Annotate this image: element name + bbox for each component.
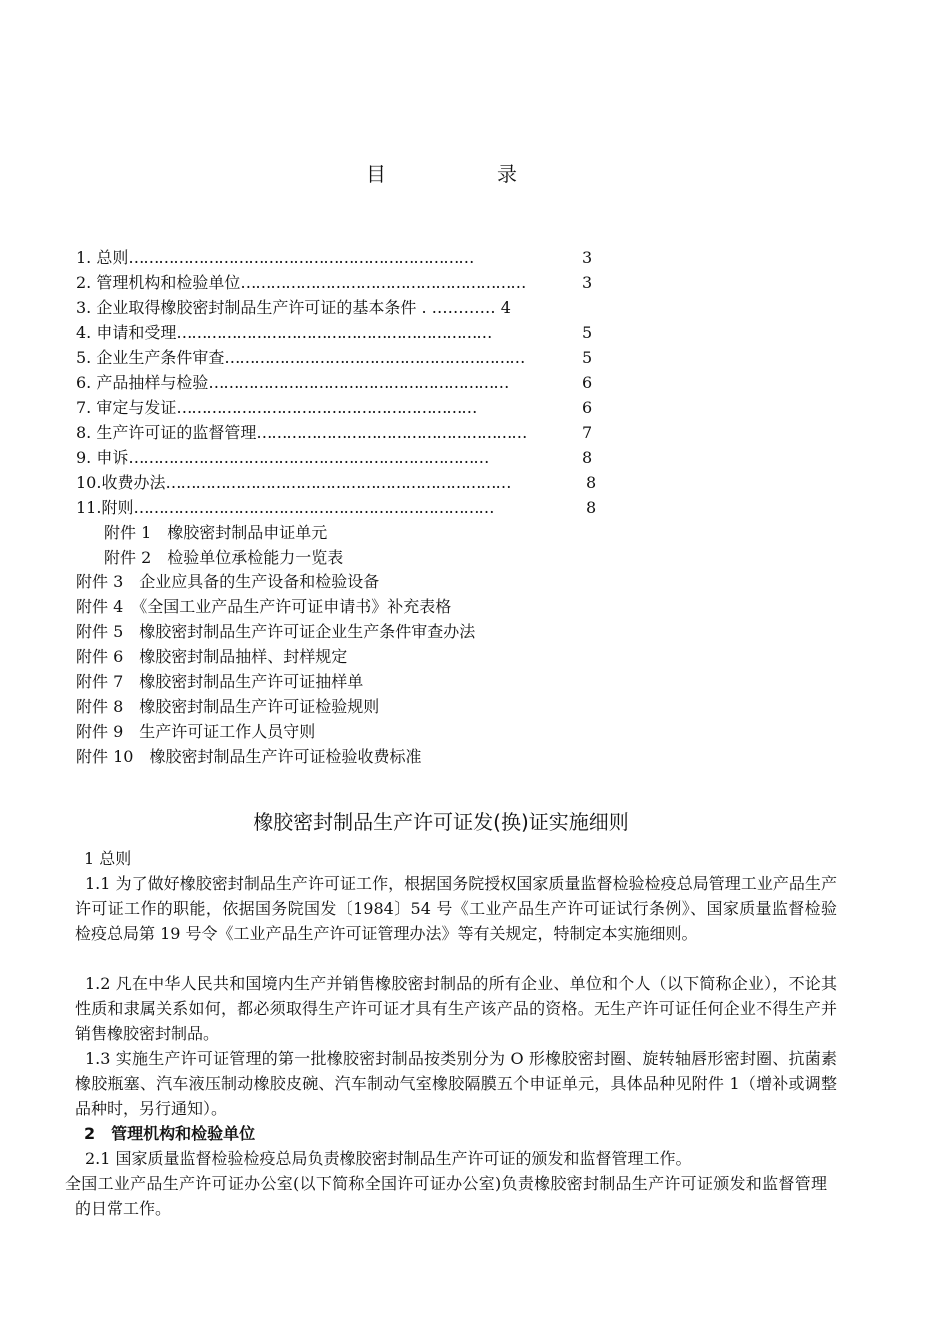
attachment-item[interactable]: 附件 2 检验单位承检能力一览表 (104, 548, 344, 567)
section-heading-2: 2 管理机构和检验单位 (84, 1124, 256, 1143)
toc-entry[interactable]: 6. 产品抽样与检验…………………………………………………… (76, 373, 509, 392)
attachment-item[interactable]: 附件 10 橡胶密封制品生产许可证检验收费标准 (76, 747, 422, 766)
toc-entry-page: 8 (586, 498, 597, 517)
paragraph-2-2: 全国工业产品生产许可证办公室(以下简称全国许可证办公室)负责橡胶密封制品生产许可证颁发和监督管理的日常工作。 (65, 1174, 827, 1218)
toc-entry[interactable]: 11.附则……………………………………………………………… (76, 498, 494, 517)
toc-entry[interactable]: 9. 申诉……………………………………………………………… (76, 448, 489, 467)
toc-entry-label: 7. 审定与发证 (76, 398, 177, 417)
toc-entry-label: 2. 管理机构和检验单位 (76, 273, 241, 292)
toc-entry[interactable]: 7. 审定与发证…………………………………………………… (76, 398, 477, 417)
toc-entry-page: 3 (582, 273, 593, 292)
section-heading-1: 1 总则 (84, 849, 132, 868)
toc-entry-page: 8 (586, 473, 597, 492)
toc-entry-page: 5 (582, 348, 593, 367)
toc-entry-label: 11.附则 (76, 498, 134, 517)
toc-entry-label: 3. 企业取得橡胶密封制品生产许可证的基本条件 . ………… 4 (76, 298, 511, 317)
toc-entry-page: 8 (582, 448, 593, 467)
attachment-item[interactable]: 附件 1 橡胶密封制品申证单元 (104, 523, 328, 542)
toc-entry-label: 9. 申诉 (76, 448, 129, 467)
toc-entry-page: 6 (582, 373, 593, 392)
toc-entry-page: 5 (582, 323, 593, 342)
attachment-item[interactable]: 附件 8 橡胶密封制品生产许可证检验规则 (76, 697, 380, 716)
toc-entry-page: 6 (582, 398, 593, 417)
document-title: 橡胶密封制品生产许可证发(换)证实施细则 (253, 810, 629, 834)
toc-entry[interactable]: 8. 生产许可证的监督管理……………………………………………… (76, 423, 527, 442)
toc-entry[interactable]: 10.收费办法…………………………………………………………… (76, 473, 511, 492)
paragraph-1-2: 1.2 凡在中华人民共和国境内生产并销售橡胶密封制品的所有企业、单位和个人（以下简称企业），不论其性质和隶属关系如何，都必须取得生产许可证才具有生产该产品的资格。无生产许可证任何企业不得生产并销售橡胶密封制品。 (75, 974, 837, 1043)
toc-entry[interactable] (76, 296, 511, 320)
toc-entry[interactable]: 2. 管理机构和检验单位………………………………………………… (76, 273, 526, 292)
toc-entry-page: 3 (582, 248, 593, 267)
attachment-item[interactable]: 附件 6 橡胶密封制品抽样、封样规定 (76, 647, 348, 666)
toc-title-left: 目 (366, 162, 386, 186)
toc-entry-page: 7 (582, 423, 593, 442)
paragraph-2-1: 2.1 国家质量监督检验检疫总局负责橡胶密封制品生产许可证的颁发和监督管理工作。 (85, 1149, 692, 1168)
toc-entry[interactable]: 4. 申请和受理……………………………………………………… (76, 323, 492, 342)
toc-entry[interactable]: 5. 企业生产条件审查…………………………………………………… (76, 348, 525, 367)
toc-entry-label: 6. 产品抽样与检验 (76, 373, 209, 392)
toc-entry-label: 10.收费办法 (76, 473, 166, 492)
attachment-item[interactable]: 附件 7 橡胶密封制品生产许可证抽样单 (76, 672, 364, 691)
toc-entry-label: 1. 总则 (76, 248, 129, 267)
toc-entry-label: 5. 企业生产条件审查 (76, 348, 225, 367)
toc-entry[interactable]: 1. 总则…………………………………………………………… (76, 248, 474, 267)
attachment-item[interactable]: 附件 5 橡胶密封制品生产许可证企业生产条件审查办法 (76, 622, 476, 641)
toc-entry-label: 8. 生产许可证的监督管理 (76, 423, 257, 442)
attachment-item[interactable]: 附件 4 《全国工业产品生产许可证申请书》补充表格 (76, 597, 452, 616)
toc-title-right: 录 (497, 162, 517, 186)
attachment-item[interactable]: 附件 3 企业应具备的生产设备和检验设备 (76, 572, 380, 591)
toc-entry-label: 4. 申请和受理 (76, 323, 177, 342)
attachment-item[interactable]: 附件 9 生产许可证工作人员守则 (76, 722, 316, 741)
paragraph-1-3: 1.3 实施生产许可证管理的第一批橡胶密封制品按类别分为 O 形橡胶密封圈、旋转轴唇形密封圈、抗菌素橡胶瓶塞、汽车液压制动橡胶皮碗、汽车制动气室橡胶隔膜五个申证单元，具体品种见附件 1（增补或调整品种时，另行通知）。 (75, 1049, 837, 1118)
paragraph-1-1: 1.1 为了做好橡胶密封制品生产许可证工作，根据国务院授权国家质量监督检验检疫总局管理工业产品生产许可证工作的职能，依据国务院国发〔1984〕54 号《工业产品生产许可证试行条例》、国家质量监督检验检疫总局第 19 号令《工业产品生产许可证管理办法》等有关规定，特制定本实施细则。 (75, 874, 837, 943)
